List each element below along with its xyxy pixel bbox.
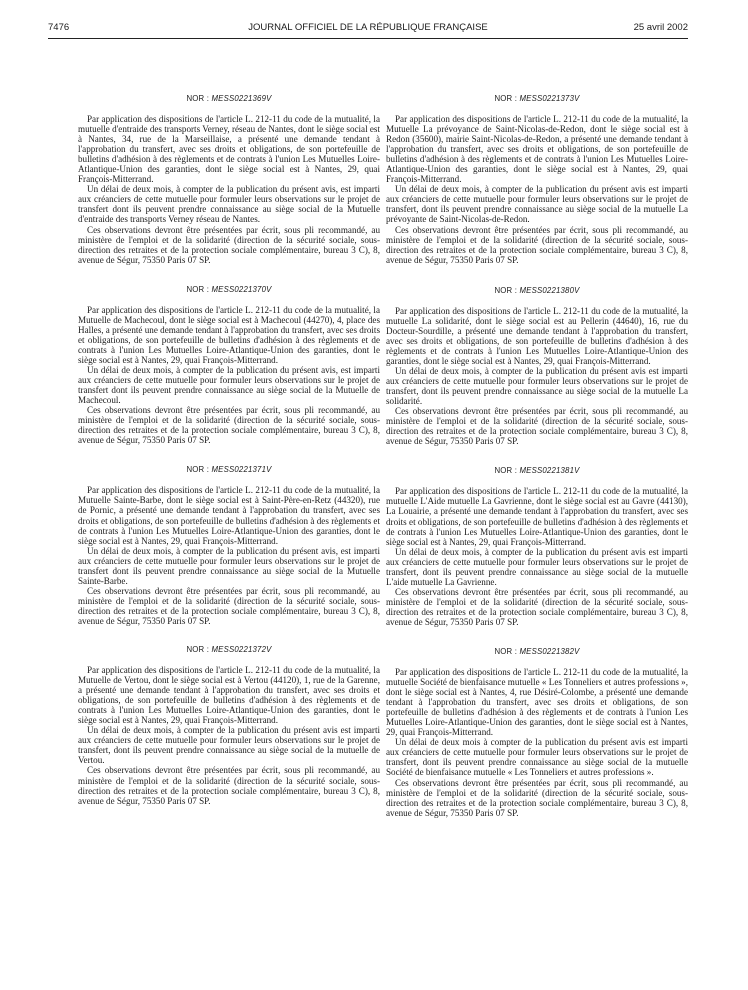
nor-code: MESS0221369V	[211, 94, 272, 103]
notice-paragraph: Par application des dispositions de l'article L. 212-11 du code de la mutualité, la mutuelle La solidarité, dont le siège social est au Pellerin (44640), 16, rue du Docteur-Sourdille, a présenté une demande tendant à l'approbation du transfert, avec ses droits et obligations, de son portefeuille de bulletins d'adhésion à des règlements et de contrats à l'union Les Mutuelles Loire-Atlantique-Union des garanties, dont le siège social est à Nantes, 29, quai François-Mitterrand.	[386, 305, 688, 366]
nor-code: MESS0221381V	[519, 466, 580, 476]
notice-paragraph: Un délai de deux mois, à compter de la publication du présent avis est imparti aux créanciers de cette mutuelle pour formuler leurs observations sur le projet de transfert, dont ils peuvent prendre connaissance au siège social de la mutuelle L'aide mutuelle La Gavrienne.	[386, 546, 688, 587]
nor-code: MESS0221371V	[211, 465, 272, 475]
notice-paragraph: Un délai de deux mois, à compter de la publication du présent avis est imparti aux créanciers de cette mutuelle pour formuler leurs observations sur le projet de transfert, dont ils peuvent prendre connaissance au siège social de la mutuelle La solidarité.	[386, 365, 688, 407]
notice-paragraph: Ces observations devront être présentées par écrit, sous pli recommandé, au ministère de l'emploi et de la solidarité (direction de la sécurité sociale, sous-direction des retraites et de la protection sociale complémentaire, bureau 3 C), 8, avenue de Ségur, 75350 Paris 07 SP.	[386, 777, 688, 818]
nor-prefix: NOR :	[494, 94, 518, 103]
nor-prefix: NOR :	[186, 94, 210, 103]
notice-paragraph: Par application des dispositions de l'article L. 212-11 du code de la mutualité, la Mutuelle La prévoyance de Saint-Nicolas-de-Redon, dont le siège social est à Redon (35600), mairie Saint-Nicolas-de-Redon, a présenté une demande tendant à l'approbation du transfert, avec ses droits et obligations, de son portefeuille de bulletins d'adhésion à des règlements et de contrats à l'union Les Mutuelles Loire-Atlantique-Union des garanties, dont le siège social est à Nantes, 29, quai François-Mitterrand.	[386, 114, 688, 185]
notice-paragraph: Ces observations devront être présentées par écrit, sous pli recommandé, au ministère de l'emploi et de la solidarité (direction de la sécurité sociale, sous-direction des retraites et de la protection sociale complémentaire, bureau 3 C), 8, avenue de Ségur, 75350 Paris 07 SP.	[386, 224, 688, 265]
nor-code: MESS0221373V	[519, 94, 580, 103]
notice-paragraph: Un délai de deux mois, à compter de la publication du présent avis, est imparti aux créanciers de cette mutuelle pour formuler leurs observations sur le projet de transfert dont ils peuvent prendre connaissance au siège social de la Mutuelle de Machecoul.	[78, 364, 380, 406]
notice-paragraph: Par application des dispositions de l'article L. 212-11 du code de la mutualité, la Mutuelle de Machecoul, dont le siège social est à Machecoul (44270), 4, place des Halles, a présenté une demande tendant à l'approbation du transfert, avec ses droits et obligations, de son portefeuille de bulletins d'adhésion à des règlements et de contrats à l'union Les Mutuelles Loire-Atlantique-Union des garanties, dont le siège social est à Nantes, 29, quai François-Mitterrand.	[78, 304, 380, 365]
page-number: 7476	[48, 22, 70, 33]
nor-prefix: NOR :	[494, 285, 518, 295]
notice-paragraph: Ces observations devront être présentées par écrit, sous pli recommandé, au ministère de l'emploi et de la solidarité (direction de la sécurité sociale, sous-direction des retraites et de la protection sociale complémentaire, bureau 3 C), 8, avenue de Ségur, 75350 Paris 07 SP.	[78, 585, 380, 626]
notice	[78, 94, 380, 265]
nor-reference	[78, 465, 380, 475]
nor-prefix: NOR :	[494, 466, 518, 476]
notice	[78, 645, 380, 806]
nor-reference	[78, 94, 380, 104]
notice	[78, 465, 380, 626]
notice-paragraph: Par application des dispositions de l'article L. 212-11 du code de la mutualité, la mutuelle Société de bienfaisance mutuelle « Les Tonneliers et autres professions », dont le siège social est à Nantes, 4, rue Désiré-Colombe, a présenté une demande tendant à l'approbation du transfert, avec ses droits et obligations, de son portefeuille de bulletins d'adhésion à des règlements et de contrats à l'union Les Mutuelles Loire-Atlantique-Union des garanties, dont le siège social est à Nantes, 29, quai François-Mitterrand.	[386, 667, 688, 738]
nor-prefix: NOR :	[494, 647, 518, 657]
notice	[386, 286, 688, 447]
notice-paragraph: Ces observations devront être présentées par écrit, sous pli recommandé, au ministère de l'emploi et de la solidarité (direction de la sécurité sociale, sous-direction des retraites et de la protection sociale complémentaire, bureau 3 C), 8, avenue de Ségur, 75350 Paris 07 SP.	[78, 224, 380, 265]
notice-paragraph: Ces observations devront être présentées par écrit, sous pli recommandé, au ministère de l'emploi et de la solidarité (direction de la sécurité sociale, sous-direction des retraites et de la protection sociale complémentaire, bureau 3 C), 8, avenue de Ségur, 75350 Paris 07 SP.	[78, 765, 380, 806]
left-column	[78, 94, 380, 806]
notice-paragraph: Ces observations devront être présentées par écrit, sous pli recommandé, au ministère de l'emploi et de la solidarité (direction de la sécurité sociale, sous-direction des retraites et de la protection sociale complémentaire, bureau 3 C), 8, avenue de Ségur, 75350 Paris 07 SP.	[78, 405, 380, 446]
nor-code: MESS0221372V	[211, 645, 272, 655]
notice	[386, 466, 688, 627]
journal-title: JOURNAL OFFICIEL DE LA RÉPUBLIQUE FRANÇAISE	[248, 22, 488, 33]
notice-paragraph: Un délai de deux mois, à compter de la publication du présent avis est imparti aux créanciers de cette mutuelle pour formuler leurs observations sur le projet de transfert, dont ils peuvent prendre connaissance au siège social de la mutuelle La prévoyante de Saint-Nicolas-de-Redon.	[386, 184, 688, 225]
nor-reference	[78, 285, 380, 295]
nor-code: MESS0221382V	[519, 647, 580, 657]
nor-code: MESS0221380V	[519, 285, 580, 295]
notice	[78, 285, 380, 446]
notice-paragraph: Ces observations devront être présentées par écrit, sous pli recommandé, au ministère de l'emploi et de la solidarité (direction de la sécurité sociale, sous-direction des retraites et de la protection sociale complémentaire, bureau 3 C), 8, avenue de Ségur, 75350 Paris 07 SP.	[386, 406, 688, 447]
right-column	[386, 94, 688, 818]
nor-reference	[386, 647, 688, 657]
notice	[386, 647, 688, 818]
page-header	[48, 22, 688, 38]
nor-reference	[386, 466, 688, 476]
nor-prefix: NOR :	[186, 645, 210, 655]
notice-paragraph: Un délai de deux mois, à compter de la publication du présent avis est imparti aux créanciers de cette mutuelle pour formuler leurs observations sur le projet de transfert, dont ils peuvent prendre connaissance au siège social de la mutuelle de Vertou.	[78, 725, 380, 766]
notice-paragraph: Un délai de deux mois à compter de la publication du présent avis est imparti aux créanciers de cette mutuelle pour formuler leurs observations sur le projet de transfert, dont ils peuvent prendre connaissance au siège social de la mutuelle Société de bienfaisance mutuelle « Les Tonneliers et autres professions ».	[386, 737, 688, 778]
notice-paragraph: Par application des dispositions de l'article L. 212-11 du code de la mutualité, la Mutuelle de Vertou, dont le siège social est à Vertou (44120), 1, rue de la Garenne, a présenté une demande tendant à l'approbation du transfert, avec ses droits et obligations, de son portefeuille de bulletins d'adhésion à des règlements et de contrats à l'union Les Mutuelles Loire-Atlantique-Union des garanties, dont le siège social est à Nantes, 29, quai François-Mitterrand.	[78, 665, 380, 726]
nor-reference	[386, 286, 688, 296]
notice-paragraph: Par application des dispositions de l'article L. 212-11 du code de la mutualité, la mutuelle d'entraide des transports Verney, réseau de Nantes, dont le siège social est à Nantes, 34, rue de la Marseillaise, a présenté une demande tendant à l'approbation du transfert, avec ses droits et obligations, de son portefeuille de bulletins d'adhésion à des règlements et de contrats à l'union Les Mutuelles Loire-Atlantique-Union des garanties, dont le siège social est à Nantes, 29, quai François-Mitterrand.	[78, 114, 380, 185]
nor-code: MESS0221370V	[211, 284, 272, 294]
publication-date: 25 avril 2002	[633, 22, 688, 33]
notice-paragraph: Un délai de deux mois, à compter de la publication du présent avis, est imparti aux créanciers de cette mutuelle pour formuler leurs observations sur le projet de transfert dont ils peuvent prendre connaissance au siège social de la Mutuelle d'entraide des transports Verney réseau de Nantes.	[78, 184, 380, 225]
notice-paragraph: Ces observations devront être présentées par écrit, sous pli recommandé, au ministère de l'emploi et de la solidarité (direction de la sécurité sociale, sous-direction des retraites et de la protection sociale complémentaire, bureau 3 C), 8, avenue de Ségur, 75350 Paris 07 SP.	[386, 586, 688, 627]
nor-prefix: NOR :	[186, 465, 210, 475]
notice-paragraph: Par application des dispositions de l'article L. 212-11 du code de la mutualité, la mutuelle L'Aide mutuelle La Gavrienne, dont le siège social est au Gavre (44130), La Louairie, a présenté une demande tendant à l'approbation du transfert, avec ses droits et obligations, de son portefeuille de bulletins d'adhésion à des règlements et de contrats à l'union Les Mutuelles Loire-Atlantique-Union des garanties, dont le siège social est à Nantes, 29, quai François-Mitterrand.	[386, 486, 688, 547]
nor-reference	[78, 645, 380, 655]
nor-reference	[386, 94, 688, 104]
notice	[386, 94, 688, 265]
notice-paragraph: Un délai de deux mois, à compter de la publication du présent avis, est imparti aux créanciers de cette mutuelle pour formuler leurs observations sur le projet de transfert dont ils peuvent prendre connaissance au siège social de la Mutuelle Sainte-Barbe.	[78, 545, 380, 586]
notice-paragraph: Par application des dispositions de l'article L. 212-11 du code de la mutualité, la Mutuelle Sainte-Barbe, dont le siège social est à Saint-Père-en-Retz (44320), rue de Pornic, a présenté une demande tendant à l'approbation du transfert, avec ses droits et obligations, de son portefeuille de bulletins d'adhésion à des règlements et de contrats à l'union Les Mutuelles Loire-Atlantique-Union des garanties, dont le siège social est à Nantes, 29, quai François-Mitterrand.	[78, 485, 380, 546]
header-rule	[48, 38, 688, 39]
nor-prefix: NOR :	[186, 284, 210, 294]
